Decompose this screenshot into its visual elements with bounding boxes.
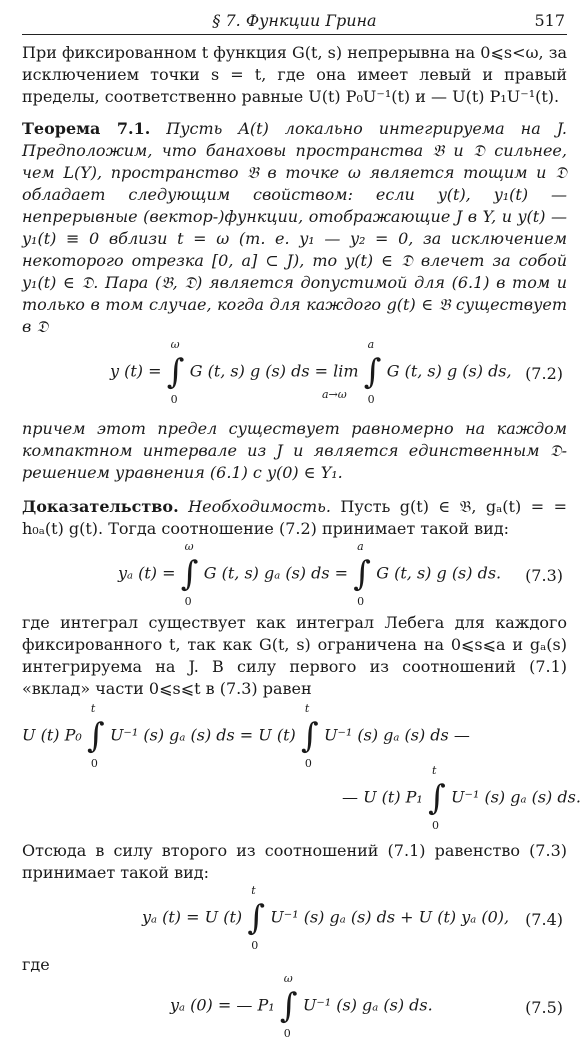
eqbig-part4: — U (t) P₁ [342,787,423,807]
eqbig-part3: U⁻¹ (s) gₐ (s) ds — [323,725,470,745]
proof-label: Доказательство. [22,497,179,516]
after-7-3-paragraph: где интеграл существует как интеграл Лебега для каждого фиксированного t, так как G(t, s) ограничена на 0⩽s⩽a и gₐ(s) интегрируема на J. В силу первого из соотношений (7.1) «вклад» части 0⩽s⩽t в (7.3) равен [22,613,567,698]
proof-necessity: Необходимость. [188,497,331,516]
intro-paragraph: При фиксированном t функция G(t, s) непрерывна на 0⩽s<ω, за исключением точки s = t, где она имеет левый и правый пределы, соответственно равные U(t) P₀U⁻¹(t) и — U(t) P₁U⁻¹(t). [22,43,567,106]
integral-sign: a ∫ 0 [353,540,371,608]
eq72-limit-subscript: a→ω [322,388,347,401]
eq74-left: yₐ (t) = U (t) [142,907,243,927]
theorem-text: Пусть A(t) локально интегрируема на J. Предположим, что банаховы пространства 𝔅 и 𝔇 сильнее, чем L(Y), пространство 𝔅 в точке ω является тощим и 𝔇 обладает следующим свойством: если y(t), y₁(t) — непрерывные (вектор-)функции, отображающие J в Y, и y(t) — y₁(t) ≡ 0 вблизи t = ω (т. е. y₁ — y₂ = 0, за исключением некоторого отрезка [0, a] ⊂ J), то y(t) ∈ 𝔇 влечет за собой y₁(t) ∈ 𝔇. Пара (𝔅, 𝔇) является допустимой для (6.1) в том и только в том случае, когда для каждого g(t) ∈ 𝔅 существует в 𝔇 [22,119,568,336]
equation-7-2 [22,338,567,412]
eq74-right: U⁻¹ (s) gₐ (s) ds + U (t) yₐ (0), [270,907,510,927]
eq75-left: yₐ (0) = — P₁ [170,995,275,1015]
eq72-left: y (t) = [110,361,162,381]
equation-7-4 [22,884,567,954]
proof-text: Пусть g(t) ∈ 𝔅, gₐ(t) = = h₀ₐ(t) g(t). Тогда соотношение (7.2) принимает такой вид: [22,497,568,538]
where-word: где [22,955,50,974]
eq73-right: G (t, s) g (s) ds. [376,563,502,583]
equation-7-3 [22,540,567,612]
equation-number: (7.3) [525,566,563,585]
integral-sign: ω ∫ 0 [180,540,199,608]
eqbig-part5: U⁻¹ (s) gₐ (s) ds. [451,787,581,807]
integral-sign: a ∫ 0 [363,338,382,406]
page-number: 517 [534,11,565,30]
eq73-left: yₐ (t) = [118,563,176,583]
equation-number: (7.4) [525,910,563,929]
eq72-mid: G (t, s) g (s) ds = lim [189,361,359,381]
eq75-right: U⁻¹ (s) gₐ (s) ds. [302,995,433,1015]
after-big-paragraph: Отсюда в силу второго из соотношений (7.1) равенство (7.3) принимает такой вид: [22,841,567,882]
eqbig-part2: U⁻¹ (s) gₐ (s) ds = U (t) [109,725,296,745]
after-7-2-paragraph: причем этот предел существует равномерно на каждом компактном интервале из J и является единственным 𝔇-решением уравнения (6.1) с y(0) ∈ Y₁. [22,419,567,482]
integral-sign: t ∫ 0 [86,702,105,770]
page-body [22,42,581,1046]
equation-7-5 [22,972,567,1046]
equation-number: (7.5) [525,998,563,1017]
integral-sign: t ∫ 0 [247,884,266,952]
theorem-label: Теорема 7.1. [22,119,151,138]
eq73-mid: G (t, s) gₐ (s) ds = [203,563,349,583]
proof-paragraph [22,496,567,540]
eqbig-part1: U (t) P₀ [22,725,82,745]
eq72-right: G (t, s) g (s) ds, [386,361,512,381]
theorem-paragraph [22,118,567,338]
section-title: § 7. Функции Грина [212,11,377,30]
integral-sign: t ∫ 0 [301,702,319,770]
equation-contribution [22,700,581,840]
integral-sign: ω ∫ 0 [166,338,185,406]
equation-number: (7.2) [525,364,563,383]
integral-sign: t ∫ 0 [428,764,446,832]
running-header [22,4,567,35]
integral-sign: ω ∫ 0 [279,972,298,1040]
